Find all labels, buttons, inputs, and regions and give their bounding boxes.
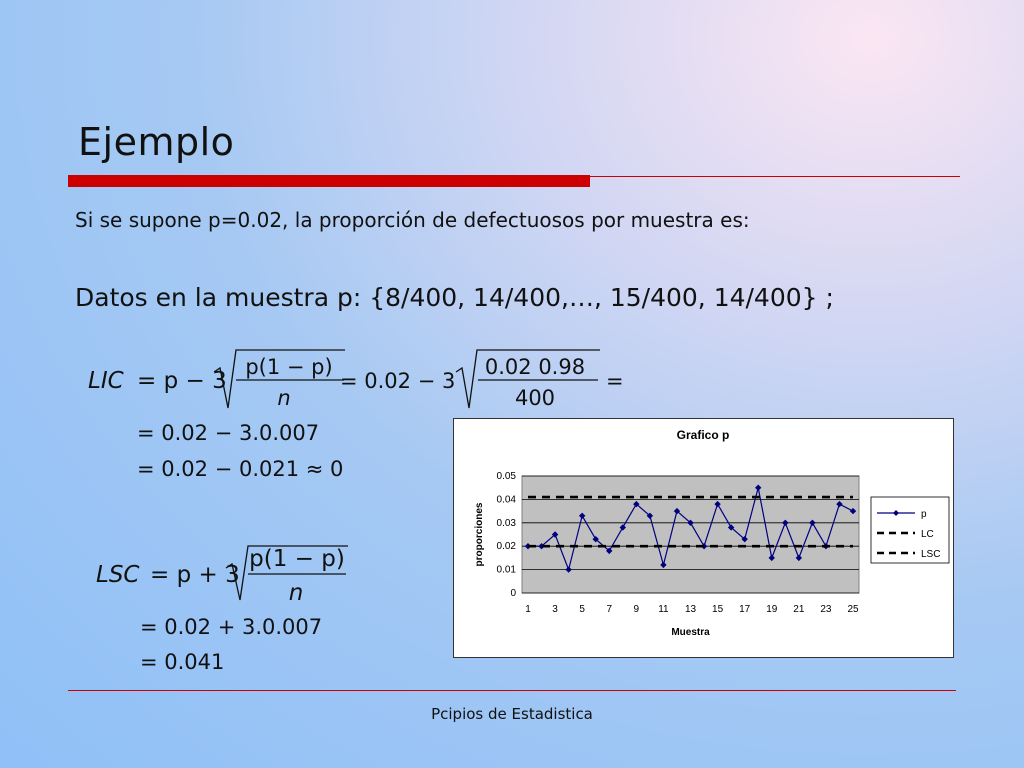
lic-denominator: n <box>277 386 291 410</box>
x-tick-label: 11 <box>658 604 669 615</box>
lsc-step1: = 0.02 + 3.0.007 <box>140 615 323 639</box>
x-tick-label: 1 <box>525 604 531 615</box>
intro-text: Si se supone p=0.02, la proporción de defectuosos por muestra es: <box>75 208 750 232</box>
x-tick-label: 3 <box>552 604 558 615</box>
y-tick-label: 0.03 <box>496 517 516 529</box>
y-tick-label: 0.04 <box>496 494 516 506</box>
lsc-denominator: n <box>288 580 304 606</box>
legend-label-lc: LC <box>921 529 934 540</box>
x-tick-label: 9 <box>633 604 640 615</box>
x-tick-label: 5 <box>579 604 585 615</box>
x-tick-label: 19 <box>766 604 778 615</box>
y-tick-label: 0.01 <box>496 564 516 576</box>
x-tick-label: 23 <box>820 604 832 615</box>
y-tick-label: 0 <box>510 588 516 599</box>
lic-eq1: = p − 3 <box>137 368 227 394</box>
x-tick-label: 17 <box>739 604 751 615</box>
lic-numerator: p(1 − p) <box>245 355 333 379</box>
lsc-step2: = 0.041 <box>140 650 225 674</box>
p-chart <box>453 418 954 658</box>
x-axis-label: Muestra <box>671 627 710 638</box>
sample-data-text: Datos en la muestra p: {8/400, 14/400,…, 15/400, 14/400} ; <box>75 283 834 312</box>
lic-eq2: = 0.02 − 3 <box>340 369 456 393</box>
lic-numerator-2: 0.02 0.98 <box>484 355 586 379</box>
lic-step2: = 0.02 − 0.021 ≈ 0 <box>137 457 344 481</box>
y-tick-label: 0.05 <box>496 471 516 482</box>
chart-title: Grafico p <box>676 428 730 442</box>
lic-eq3: = <box>606 369 624 393</box>
x-tick-label: 7 <box>606 604 613 615</box>
p-chart-svg <box>454 419 953 657</box>
x-tick-label: 13 <box>684 604 697 615</box>
y-axis-label: proporciones <box>474 502 485 567</box>
lic-denominator-2: 400 <box>514 386 556 410</box>
slide-title: Ejemplo <box>78 120 235 164</box>
y-tick-label: 0.02 <box>496 541 516 553</box>
x-tick-label: 15 <box>712 604 724 615</box>
lic-step1: = 0.02 − 3.0.007 <box>137 421 320 445</box>
footer-text: Pcipios de Estadistica <box>431 705 593 723</box>
lsc-eq1: = p + 3 <box>150 562 240 588</box>
lsc-numerator: p(1 − p) <box>249 546 345 572</box>
lsc-label: LSC <box>96 562 140 588</box>
lic-label: LIC <box>88 368 124 394</box>
x-tick-label: 25 <box>847 604 859 615</box>
legend-label-lsc: LSC <box>921 549 941 560</box>
footer-divider <box>68 690 956 691</box>
x-tick-label: 21 <box>793 604 805 615</box>
legend-label-p: p <box>921 509 927 520</box>
